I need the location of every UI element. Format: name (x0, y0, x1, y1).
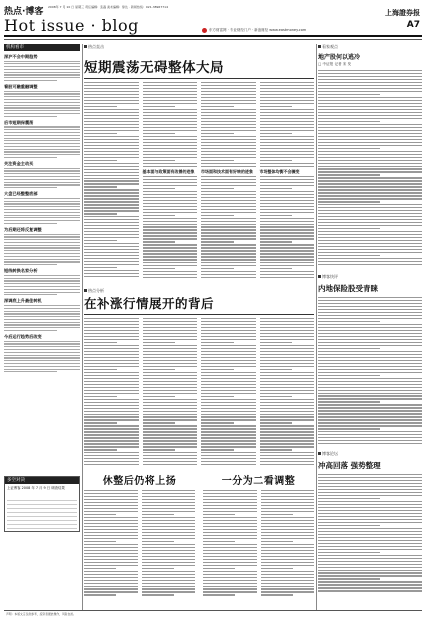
middle-column (84, 44, 314, 618)
section-head: 机构看市 (4, 44, 80, 51)
article-right (203, 472, 314, 600)
sub-articles (84, 472, 314, 600)
column-divider (316, 44, 317, 610)
tag-forum: 博客论坛 (318, 451, 422, 457)
issue-info: 2008年 7 月 10 日 星期三 责任编辑：张磊 美术编辑：徐达 · 新闻热线：021-38967714 (48, 5, 168, 9)
text-column (318, 297, 422, 447)
left-item-title: 关注资金主动买 (4, 161, 34, 167)
left-item-title: 看股可融重融调整 (4, 84, 38, 90)
rule (84, 314, 314, 315)
text-lines (4, 126, 80, 158)
poll-box (4, 476, 80, 532)
page-footer: 声明：本版文章仅供参考，投资者据此操作，风险自担。 (4, 610, 422, 618)
text-column (143, 82, 198, 282)
left-item-title: 为后期还将反复调整 (4, 227, 42, 233)
text-lines (4, 234, 80, 266)
right-title-3: 内地保险股受青睐 (318, 284, 378, 293)
blog-title: Hot issue · blog (4, 16, 139, 35)
text-lines (4, 341, 80, 373)
logo-icon (202, 28, 207, 33)
text-lines (4, 305, 80, 331)
text-column (84, 82, 139, 282)
left-item-title: 大盘已经整整底部 (4, 191, 38, 197)
paper-name: 上海證券报 (385, 8, 420, 17)
poll-sub: 上证博客 2008 年 7 月 9 日 调查结果 (7, 486, 65, 490)
text-column (203, 490, 257, 600)
tag-blog-comment: 博客快评 (318, 274, 422, 280)
text-lines (4, 61, 80, 82)
text-lines (4, 91, 80, 117)
tag-analysis: 热点分析 (84, 288, 314, 294)
text-column (260, 82, 315, 282)
left-item-title: 后市短期保震荡 (4, 119, 34, 125)
rule (84, 78, 314, 79)
poll-head: 多空对决 (5, 477, 79, 484)
header-rule-thin (4, 39, 422, 40)
header-ad: 东方财富网 · 专业财经门户 · 新浪财经 www.eastmoney.com (202, 26, 362, 34)
headline-second: 在补涨行情展开的背后 (84, 296, 215, 311)
text-column (318, 474, 422, 594)
text-column (84, 318, 139, 468)
text-column (201, 318, 256, 468)
left-item-title: 深沪不会中期趋势 (4, 54, 38, 59)
text-column (318, 70, 422, 270)
poll-chart (7, 497, 77, 529)
left-item-title: 今后运行趋势后改变 (4, 334, 42, 340)
left-item-title: 深调底上升最佳转机 (4, 298, 42, 304)
right-title-2: 冲高回落 强势整理 (318, 461, 381, 470)
column-divider (82, 44, 83, 610)
column-title: 热点·博客 (4, 7, 44, 17)
headline-right: 一分为二看调整 (221, 476, 296, 487)
text-lines (4, 168, 80, 189)
right-byline: □ 中证报 记者 宋 发 (318, 62, 352, 66)
text-column (84, 490, 138, 600)
headline-main: 短期震荡无碍整体大局 (84, 60, 224, 76)
header-rule (4, 35, 422, 37)
text-column (261, 490, 315, 600)
subheading: 市场面和技术面有好转的迹象 (201, 168, 253, 174)
text-column (260, 318, 315, 468)
text-column (143, 318, 198, 468)
text-lines (4, 198, 80, 224)
tag-view: 看家观点 (318, 44, 422, 50)
page-number: A7 (406, 20, 420, 30)
text-column (201, 82, 256, 282)
subheading: 基本面与政策面有改善的迹象 (142, 168, 195, 174)
article-left (84, 472, 195, 600)
right-title-1: 地产股何以逃冷 (318, 54, 361, 61)
subheading: 市场整体均衡不会骤变 (259, 168, 300, 174)
left-column (4, 44, 80, 618)
headline-left: 休整后仍将上扬 (102, 476, 177, 487)
tag-hot: 热点直击 (84, 44, 314, 50)
right-column (318, 44, 422, 618)
newspaper-page (4, 4, 422, 618)
text-lines (4, 275, 80, 296)
text-column (142, 490, 196, 600)
left-item-title: 短线转换名家分析 (4, 268, 38, 274)
